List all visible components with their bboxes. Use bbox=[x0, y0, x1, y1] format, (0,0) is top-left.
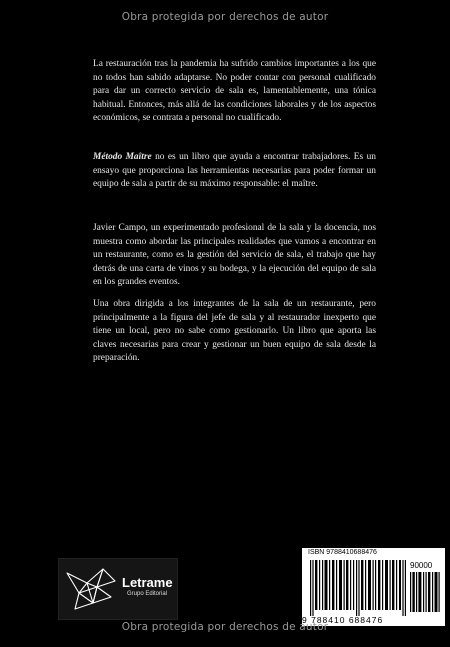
price-code: 90000 bbox=[410, 561, 433, 570]
publisher-logo bbox=[58, 558, 178, 620]
publisher-subtitle: Grupo Editorial bbox=[127, 591, 168, 597]
barcode-number: 9 788410 688476 bbox=[302, 615, 384, 625]
book-title-inline: Método Maître bbox=[93, 152, 152, 162]
back-cover-paragraph-1 bbox=[93, 58, 376, 126]
paragraph-text: no es un libro que ayuda a encontrar trabajadores. Es un ensayo que proporciona las herramientas necesarias para poder formar un equipo de sala a partir de su máximo responsable: el maître. bbox=[93, 152, 376, 190]
copyright-watermark-bottom: Obra protegida por derechos de autor bbox=[121, 621, 329, 633]
copyright-watermark-top: Obra protegida por derechos de autor bbox=[121, 11, 329, 23]
publisher-name: Letrame bbox=[122, 575, 173, 590]
back-cover-paragraph-3 bbox=[93, 222, 376, 290]
barcode-bars bbox=[310, 560, 406, 616]
back-cover-paragraph-4 bbox=[93, 298, 376, 366]
origami-bird-icon bbox=[63, 563, 121, 615]
isbn-label: ISBN 9788410688476 bbox=[308, 549, 377, 556]
price-addon-bars bbox=[410, 572, 440, 612]
paragraph-text: La restauración tras la pandemia ha sufrido cambios importantes a los que no todos han sabido adaptarse. No poder contar con personal cualificado para dar un correcto servicio de sala es, lamentablemente, una tónica habitual. Entonces, más allá de las condiciones laborales y de los aspectos económicos, se contrata a personal no cualificado. bbox=[93, 59, 376, 124]
paragraph-text: Javier Campo, un experimentado profesional de la sala y la docencia, nos muestra como abordar las principales realidades que vamos a encontrar en un restaurante, como es la gestión del servicio de sala, el trabajo que hay detrás de una carta de vinos y su bodega, y la ejecución del equipo de sala en los grandes eventos. bbox=[93, 223, 376, 288]
isbn-barcode bbox=[302, 548, 445, 626]
paragraph-text: Una obra dirigida a los integrantes de la sala de un restaurante, pero principalmente a la figura del jefe de sala y al restaurador inexperto que tiene un local, pero no sabe como gestionarlo. Un libro que aporta las claves necesarias para crear y gestionar un buen equipo de sala desde la preparación. bbox=[93, 299, 376, 364]
back-cover-paragraph-2 bbox=[93, 151, 376, 192]
